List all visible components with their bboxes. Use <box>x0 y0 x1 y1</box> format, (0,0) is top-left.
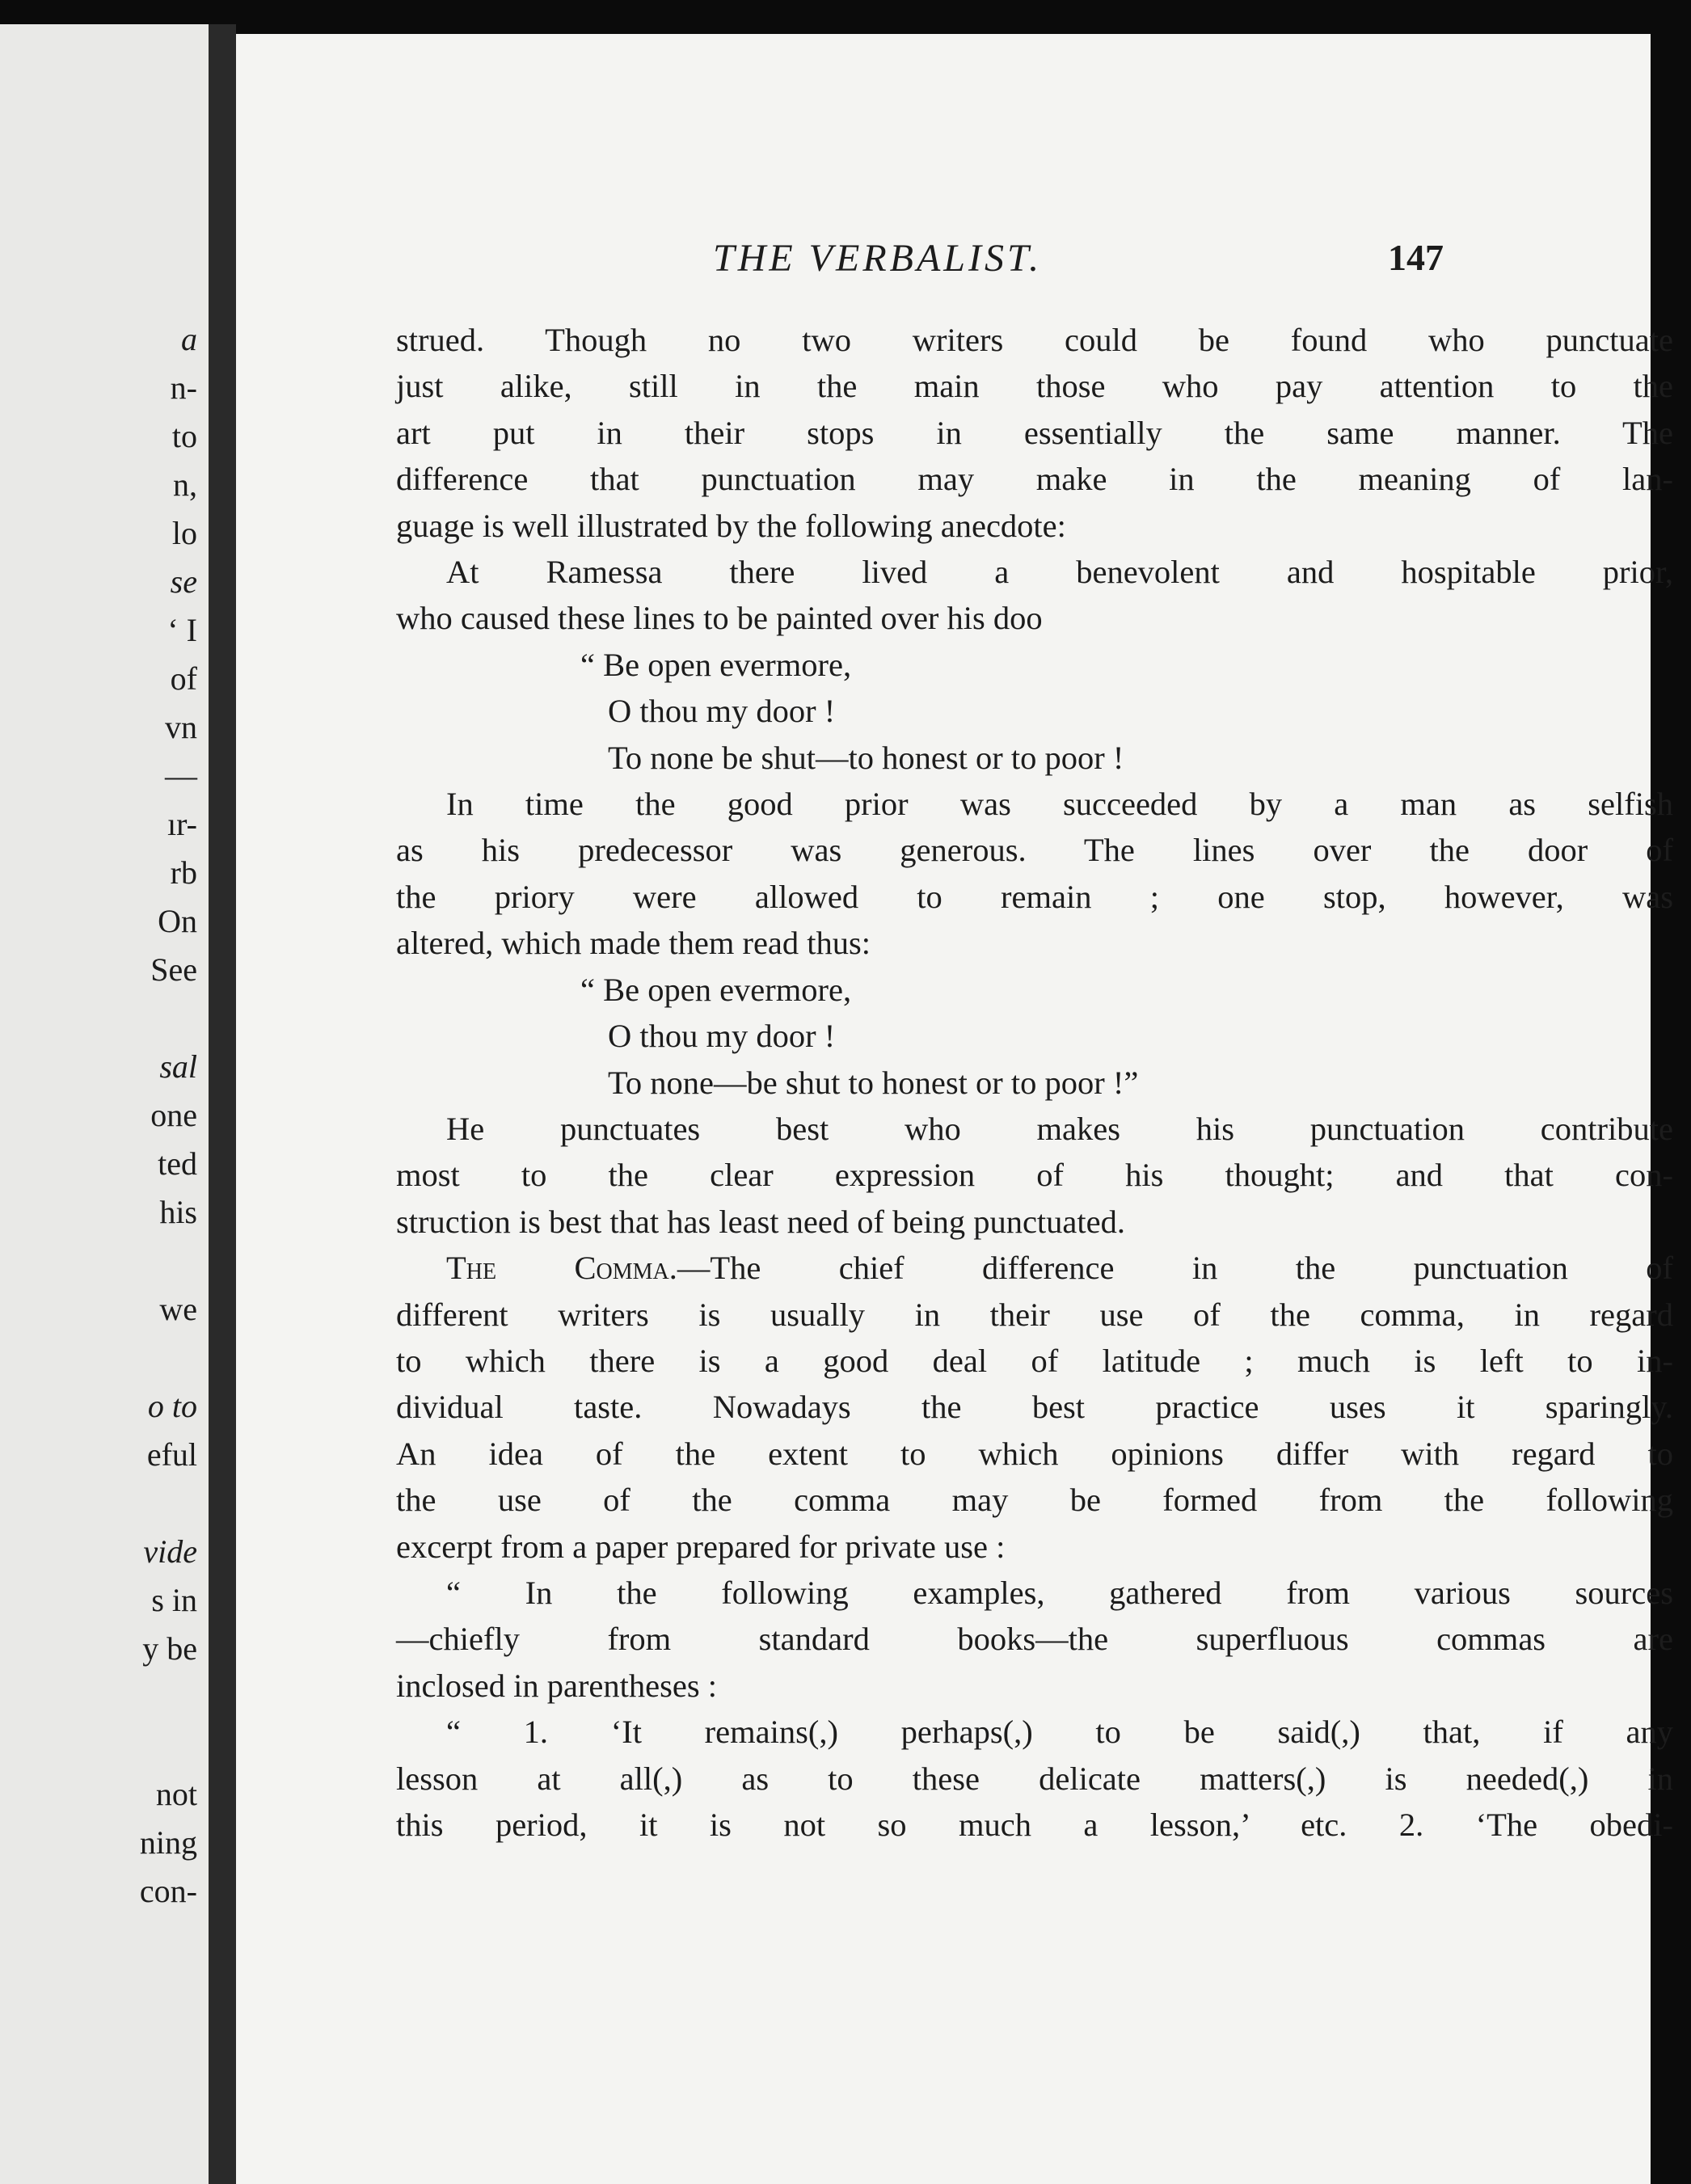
text-line: He punctuates best who makes his punctuation contribute <box>446 1110 1673 1147</box>
book-page <box>236 34 1673 2184</box>
prev-fragment: ‘ I <box>167 612 197 648</box>
prev-fragment: se <box>170 563 197 600</box>
prev-fragment: a <box>181 321 197 357</box>
prev-fragment: sal <box>159 1048 197 1085</box>
verse-line: “ Be open evermore, <box>580 646 852 683</box>
prev-fragment: On <box>158 903 197 939</box>
text-line: “ 1. ‘It remains(,) perhaps(,) to be said(,) that, if any <box>446 1714 1673 1751</box>
prev-fragment: lo <box>171 515 197 551</box>
prev-fragment: s in <box>151 1582 197 1618</box>
verse-line: O thou my door ! <box>608 1018 836 1055</box>
book-gutter <box>209 24 236 2184</box>
prev-fragment: one <box>150 1097 197 1133</box>
prev-fragment: to <box>171 418 197 454</box>
text-line: strued. Though no two writers could be found who punctuate <box>396 322 1673 358</box>
prev-fragment: rb <box>170 854 197 891</box>
paragraph <box>396 1570 1673 1709</box>
text-line: In time the good prior was succeeded by a man as selfish <box>446 786 1673 823</box>
text-line: difference that punctuation may make in the meaning of lan- <box>396 461 1673 498</box>
prev-fragment: con- <box>139 1873 197 1909</box>
text-line: An idea of the extent to which opinions differ with regard to <box>396 1435 1673 1472</box>
prev-fragment <box>140 1673 197 1722</box>
text-line: guage is well illustrated by the following anecdote: <box>396 507 1066 544</box>
text-line: as his predecessor was generous. The lines over the door of <box>396 832 1673 869</box>
previous-page <box>0 24 212 2184</box>
text-line: struction is best that has least need of being punctuated. <box>396 1203 1126 1240</box>
prev-fragment: See <box>150 951 197 988</box>
prev-fragment: o to <box>147 1388 197 1424</box>
prev-fragment: vn <box>165 709 197 745</box>
prev-fragment: we <box>159 1291 197 1327</box>
verse-line: “ Be open evermore, <box>580 971 852 1008</box>
paragraph <box>396 1709 1673 1848</box>
text-line: the priory were allowed to remain ; one stop, however, was <box>396 878 1673 915</box>
text-line: lesson at all(,) as to these delicate matters(,) is needed(,) in <box>396 1760 1673 1797</box>
text-line: art put in their stops in essentially the same manner. The <box>396 414 1673 451</box>
section-heading: The Comma. <box>446 1250 677 1287</box>
paragraph <box>396 549 1673 642</box>
text-line: this period, it is not so much a lesson,’ etc. 2. ‘The obedi- <box>396 1807 1673 1843</box>
text-line: the use of the comma may be formed from the following <box>396 1482 1673 1519</box>
paragraph <box>396 1106 1673 1245</box>
paragraph <box>396 781 1673 967</box>
text-line: inclosed in parentheses : <box>396 1667 718 1704</box>
verse-line: To none be shut—to honest or to poor ! <box>608 739 1124 776</box>
text-line: who caused these lines to be painted over his doo <box>396 600 1043 637</box>
page-number: 147 <box>1388 237 1444 278</box>
body-text <box>396 317 1673 1848</box>
prev-fragment <box>140 1334 197 1382</box>
page-header <box>236 228 1651 285</box>
paragraph <box>396 317 1673 549</box>
text-line: excerpt from a paper prepared for private use : <box>396 1528 1006 1565</box>
text-line: different writers is usually in their use of the comma, in regard <box>396 1296 1673 1333</box>
previous-page-text <box>140 315 197 1916</box>
text-line: most to the clear expression of his thought; and that con- <box>396 1157 1673 1194</box>
prev-fragment <box>140 994 197 1043</box>
prev-fragment: his <box>159 1194 197 1230</box>
text-line: “ In the following examples, gathered from various sources <box>446 1574 1673 1611</box>
text-line: to which there is a good deal of latitude ; much is left to in- <box>396 1342 1673 1379</box>
prev-fragment: ning <box>139 1824 197 1861</box>
prev-fragment <box>140 1237 197 1285</box>
verse-line: O thou my door ! <box>608 693 836 730</box>
prev-fragment: vide <box>143 1533 197 1570</box>
text-line <box>396 1245 1673 1291</box>
prev-fragment: n, <box>173 466 197 503</box>
text-line: —chiefly from standard books—the superfluous commas are <box>396 1621 1673 1658</box>
running-title: THE VERBALIST. <box>713 237 1043 280</box>
text-line: At Ramessa there lived a benevolent and hospitable prior, <box>446 554 1673 591</box>
text-fragment: —The chief difference in the punctuation of <box>677 1250 1673 1287</box>
prev-fragment: y be <box>142 1630 197 1667</box>
text-line: altered, which made them read thus: <box>396 925 871 962</box>
text-line: just alike, still in the main those who pay attention to the <box>396 368 1673 405</box>
verse <box>396 642 1673 781</box>
verse <box>396 967 1673 1106</box>
prev-fragment: n- <box>170 369 197 406</box>
prev-fragment <box>140 1722 197 1770</box>
prev-fragment: ted <box>158 1145 197 1182</box>
prev-fragment: ır- <box>167 806 197 842</box>
prev-fragment: — <box>165 757 197 794</box>
prev-fragment <box>140 1479 197 1528</box>
verse-line: To none—be shut to honest or to poor !” <box>608 1064 1139 1101</box>
prev-fragment: not <box>155 1776 197 1812</box>
prev-fragment: eful <box>146 1436 197 1473</box>
text-line: dividual taste. Nowadays the best practice uses it sparingly. <box>396 1389 1673 1426</box>
paragraph <box>396 1245 1673 1570</box>
prev-fragment: of <box>170 660 197 697</box>
